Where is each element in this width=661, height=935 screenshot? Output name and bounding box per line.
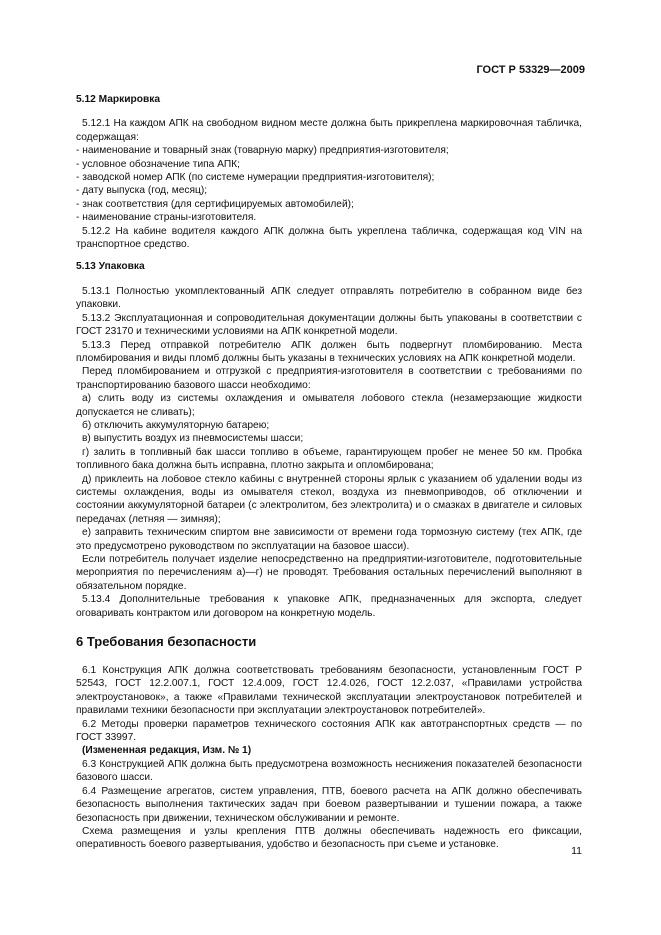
list-item: - условное обозначение типа АПК; [76, 158, 240, 170]
paragraph-5-12-1: 5.12.1 На каждом АПК на свободном видном месте должна быть прикреплена маркировочная табличка, содержащая: [76, 118, 582, 143]
list-item: - дату выпуска (год, месяц); [76, 185, 208, 197]
paragraph-6-1: 6.1 Конструкция АПК должна соответствовать требованиям безопасности, установленным ГОСТ Р 52543, ГОСТ 12.2.007.1, ГОСТ 12.4.009, ГОСТ 12.4.026, ГОСТ 12.2.037, «Правилами устройства электроустановок», а также «Правилами технической эксплуатации электроустановок потребителей и правилами техники безопасности при эксплуатации электроустановок потребителей». [76, 665, 582, 717]
list-item-a: а) слить воду из системы охлаждения и омывателя лобового стекла (незамерзающие жидкости допускается не сливать); [76, 393, 582, 418]
list-item: - знак соответствия (для сертифицируемых автомобилей); [76, 198, 354, 210]
list-item-e: е) заправить техническим спиртом вне зависимости от времени года тормозную систему (тех АПК, где это предусмотрено руководством по эксплуатации на базовое шасси). [76, 527, 582, 552]
document-body [76, 93, 582, 852]
paragraph-5-13-3-note: Если потребитель получает изделие непосредственно на предприятии-изготовителе, подготовительные мероприятия по перечислениям а)—г) не проводят. Требования остальных перечислений выполняют в обязательном порядке. [76, 554, 582, 592]
list-item-d: д) приклеить на лобовое стекло кабины с внутренней стороны ярлык с указанием об удалении воды из системы охлаждения, воды из омывателя стекол, воздуха из пневмоприводов, об отключении и состоянии аккумуляторной батареи (с электролитом, без электролита) и о смазках в двигателе и силовых передачах (летняя — зимняя); [76, 473, 582, 525]
paragraph-6-3: 6.3 Конструкцией АПК должна быть предусмотрена возможность неснижения показателей безопасности базового шасси. [76, 758, 582, 784]
section-heading-6: 6 Требования безопасности [76, 634, 257, 650]
paragraph-6-4-scheme: Схема размещения и узлы крепления ПТВ должны обеспечивать надежность его фиксации, оперативность боевого развертывания, удобство и безопасность при съеме и установке. [76, 825, 582, 851]
paragraph-5-13-3-intro: Перед пломбированием и отгрузкой с предприятия-изготовителя в соответствии с требованиями по транспортированию базового шасси необходимо: [76, 366, 582, 391]
paragraph-5-13-1: 5.13.1 Полностью укомплектованный АПК следует отправлять потребителю в собранном виде без упаковки. [76, 285, 582, 311]
paragraph-5-13-4: 5.13.4 Дополнительные требования к упаковке АПК, предназначенных для экспорта, следует оговаривать контрактом или договором на конкретную модель. [76, 594, 582, 619]
paragraph-5-13-3: 5.13.3 Перед отправкой потребителю АПК должен быть подвергнут пломбированию. Места пломбирования и виды пломб должны быть указаны в технических условиях на АПК конкретной модели. [76, 339, 582, 364]
list-item-g: г) залить в топливный бак шасси топливо в объеме, гарантирующем пробег не менее 50 км. Пробка топливного бака должна быть исправна, плотно закрыта и опломбирована; [76, 446, 582, 472]
paragraph-5-12-2: 5.12.2 На кабине водителя каждого АПК должна быть укреплена табличка, содержащая код VIN на транспортное средство. [76, 225, 582, 251]
list-item: - заводской номер АПК (по системе нумерации предприятия-изготовителя); [76, 172, 435, 184]
document-code: ГОСТ Р 53329—2009 [476, 64, 585, 76]
page-number: 11 [571, 845, 582, 857]
paragraph-5-13-2: 5.13.2 Эксплуатационная и сопроводительная документации должны быть упакованы в соответствии с ГОСТ 23170 и техническими условиями на АПК конкретной модели. [76, 312, 582, 338]
paragraph-6-4: 6.4 Размещение агрегатов, систем управления, ПТВ, боевого расчета на АПК должно обеспечивать безопасность выполнения тактических задач при боевом развертывании и тушении пожара, а также безопасность при движении, техническом обслуживании и ремонте. [76, 785, 582, 824]
list-item-b: б) отключить аккумуляторную батарею; [82, 419, 270, 431]
list-item: - наименование страны-изготовителя. [76, 212, 257, 224]
list-item: - наименование и товарный знак (товарную марку) предприятия-изготовителя; [76, 145, 449, 157]
list-item-v: в) выпустить воздух из пневмосистемы шасси; [82, 433, 304, 445]
section-heading-5-13: 5.13 Упаковка [76, 261, 145, 273]
paragraph-6-2: 6.2 Методы проверки параметров технического состояния АПК как автотранспортных средств — по ГОСТ 33997. [76, 718, 582, 744]
amendment-note: (Измененная редакция, Изм. № 1) [82, 745, 252, 757]
section-heading-5-12: 5.12 Маркировка [76, 94, 160, 105]
